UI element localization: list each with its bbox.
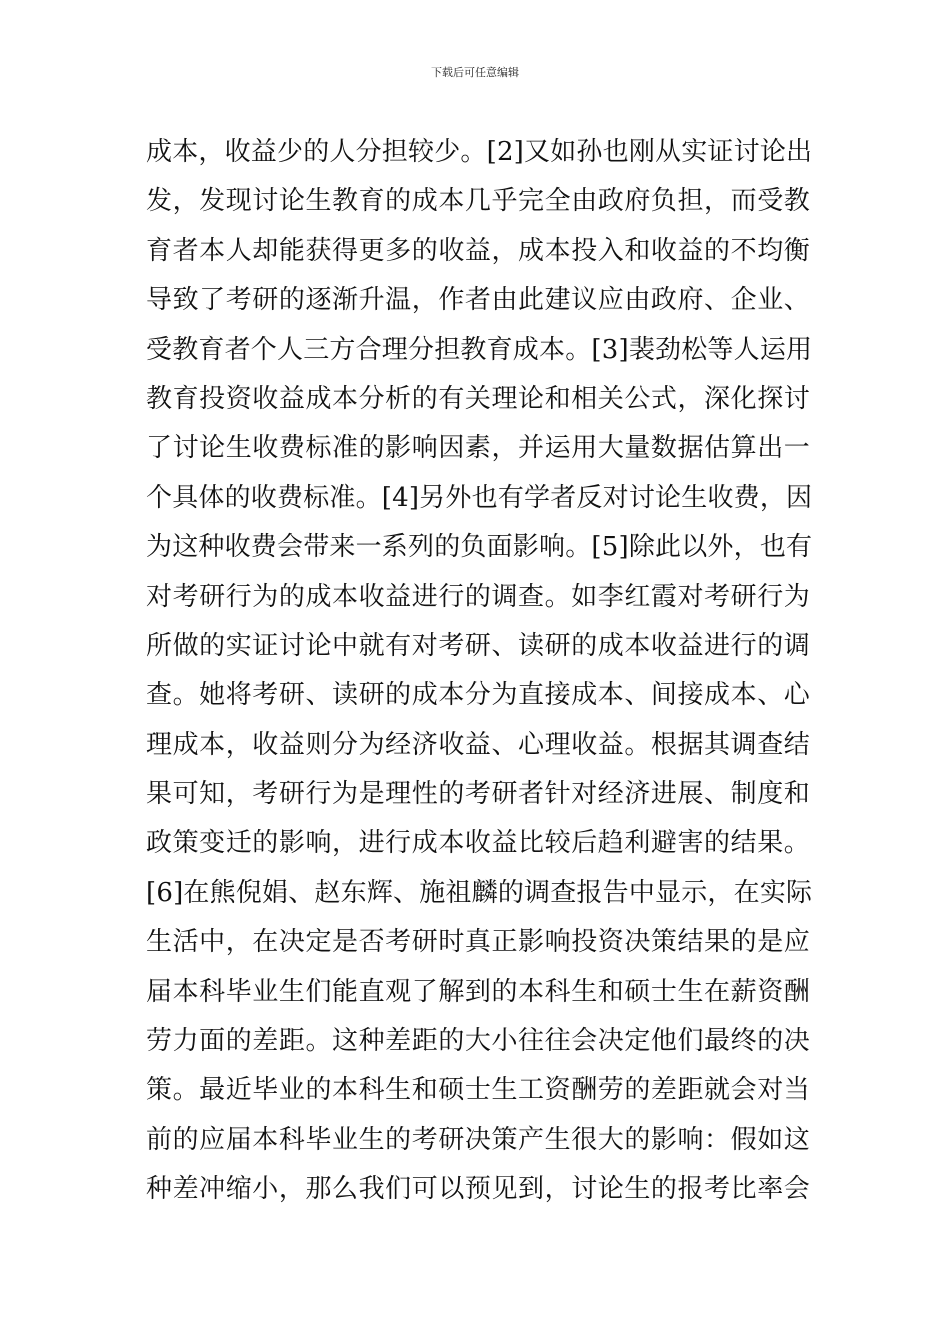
text-line: 发，发现讨论生教育的成本几乎完全由政府负担，而受教 bbox=[146, 186, 810, 217]
text-line: 教育投资收益成本分析的有关理论和相关公式，深化探讨 bbox=[146, 383, 810, 414]
text-line: 种差冲缩小，那么我们可以预见到，讨论生的报考比率会 bbox=[146, 1174, 810, 1205]
text-line: 政策变迁的影响，进行成本收益比较后趋利避害的结果。 bbox=[146, 828, 810, 859]
text-line: 生活中，在决定是否考研时真正影响投资决策结果的是应 bbox=[146, 927, 810, 958]
text-line: 对考研行为的成本收益进行的调查。如李红霞对考研行为 bbox=[146, 581, 810, 612]
page-header: 下载后可任意编辑 bbox=[431, 66, 519, 79]
text-line: 前的应届本科毕业生的考研决策产生很大的影响：假如这 bbox=[146, 1124, 810, 1155]
body-text bbox=[146, 128, 813, 1215]
text-line: 劳力面的差距。这种差距的大小往往会决定他们最终的决 bbox=[146, 1026, 810, 1057]
text-line: 成本，收益少的人分担较少。[2]又如孙也刚从实证讨论出 bbox=[146, 137, 813, 167]
text-line: 受教育者个人三方合理分担教育成本。[3]裴劲松等人运用 bbox=[146, 334, 813, 365]
text-line: 个具体的收费标准。[4]另外也有学者反对讨论生收费，因 bbox=[146, 482, 813, 513]
text-line: 导致了考研的逐渐升温，作者由此建议应由政府、企业、 bbox=[146, 285, 810, 316]
text-line: 为这种收费会带来一系列的负面影响。[5]除此以外，也有 bbox=[146, 532, 813, 563]
text-line: 届本科毕业生们能直观了解到的本科生和硕士生在薪资酬 bbox=[146, 976, 810, 1007]
text-line: 所做的实证讨论中就有对考研、读研的成本收益进行的调 bbox=[146, 630, 810, 661]
text-line: 查。她将考研、读研的成本分为直接成本、间接成本、心 bbox=[146, 680, 810, 711]
text-line: 育者本人却能获得更多的收益，成本投入和收益的不均衡 bbox=[146, 235, 810, 266]
text-line: 策。最近毕业的本科生和硕士生工资酬劳的差距就会对当 bbox=[146, 1075, 810, 1106]
text-line: 理成本，收益则分为经济收益、心理收益。根据其调查结 bbox=[146, 729, 810, 760]
text-line: 果可知，考研行为是理性的考研者针对经济进展、制度和 bbox=[146, 779, 810, 810]
text-line: 了讨论生收费标准的影响因素，并运用大量数据估算出一 bbox=[146, 433, 810, 464]
text-line: [6]在熊倪娟、赵东辉、施祖麟的调查报告中显示，在实际 bbox=[146, 877, 813, 908]
